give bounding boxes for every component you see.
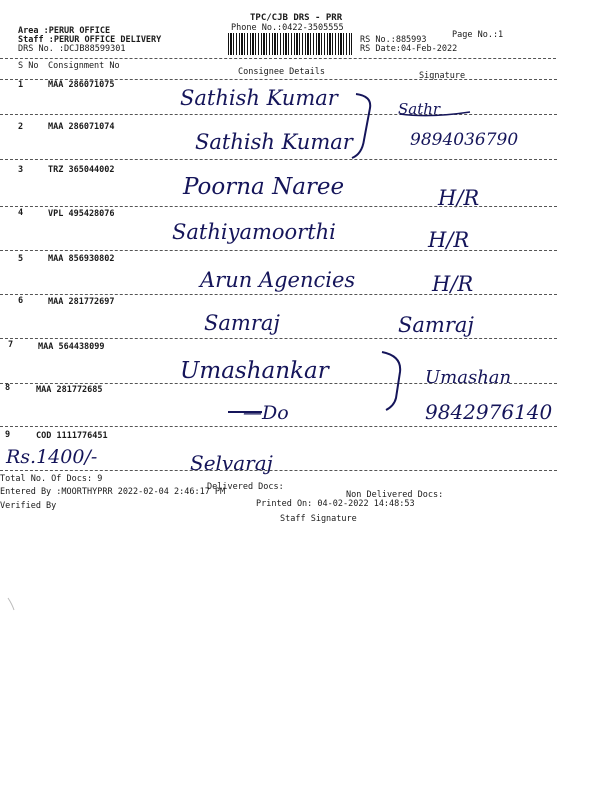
signature: 9842976140: [425, 400, 553, 424]
underline-sathr: [400, 112, 470, 116]
staff-label: Staff :PERUR OFFICE DELIVERY: [18, 35, 162, 45]
consignment-number: MAA 856930802: [48, 254, 115, 264]
drs-number: DRS No. :DCJB88599301: [18, 44, 126, 54]
rs-date: RS Date:04-Feb-2022: [360, 44, 458, 54]
consignee-name: Poorna Naree: [183, 174, 345, 200]
cod-amount-note: Rs.1400/-: [6, 446, 98, 468]
scan-mark: [8, 598, 14, 610]
col-consignee: Consignee Details: [238, 67, 325, 77]
consignee-name: Umashankar: [180, 358, 329, 384]
verified-by: Verified By: [0, 501, 57, 511]
consignment-number: VPL 495428076: [48, 209, 115, 219]
staff-signature-label: Staff Signature: [280, 514, 357, 524]
signature: H/R: [438, 186, 480, 210]
consignee-name: Sathish Kumar: [195, 130, 353, 154]
col-signature: Signature: [419, 71, 466, 81]
brace-rows-7-8: [382, 352, 400, 410]
row-sno: 6: [18, 296, 24, 306]
consignment-number: COD 1111776451: [36, 431, 108, 441]
printed-on: Printed On: 04-02-2022 14:48:53: [256, 499, 415, 509]
non-delivered-docs: Non Delivered Docs:: [346, 490, 444, 500]
consignment-number: MAA 281772685: [36, 385, 103, 395]
signature: Umashan: [425, 367, 512, 388]
entered-by: Entered By :MOORTHYPRR 2022-02-04 2:46:17 PM: [0, 487, 226, 497]
consignee-name: Arun Agencies: [200, 268, 356, 292]
document-title: TPC/CJB DRS - PRR: [250, 13, 343, 23]
delivered-docs: Delivered Docs:: [207, 482, 284, 492]
row-sno: 7: [8, 340, 14, 350]
consignee-name: Sathiyamoorthi: [172, 220, 336, 244]
col-consignment: Consignment No: [48, 61, 120, 71]
area-label: Area :PERUR OFFICE: [18, 26, 111, 36]
consignment-number: MAA 286071074: [48, 122, 115, 132]
row-sno: 2: [18, 122, 24, 132]
consignment-number: MAA 281772697: [48, 297, 115, 307]
phone-number: Phone No.:0422-3505555: [231, 23, 344, 33]
row-sno: 4: [18, 208, 24, 218]
signature: H/R: [432, 272, 474, 296]
consignee-name: Selvaraj: [190, 451, 273, 475]
consignment-number: TRZ 365044002: [48, 165, 115, 175]
rs-number: RS No.:885993: [360, 35, 427, 45]
row-sno: 9: [5, 430, 11, 440]
consignee-name: Sathish Kumar: [180, 86, 338, 110]
col-sno: S No: [18, 61, 39, 71]
signature: 9894036790: [410, 130, 519, 150]
consignment-number: MAA 564438099: [38, 342, 105, 352]
row-sno: 1: [18, 80, 24, 90]
signature: H/R: [428, 228, 470, 252]
consignment-number: MAA 286071075: [48, 80, 115, 90]
signature: Sathr: [398, 100, 441, 118]
row-sno: 5: [18, 254, 24, 264]
signature: Samraj: [398, 313, 474, 337]
total-docs: Total No. Of Docs: 9: [0, 474, 103, 484]
consignee-name: —Do: [243, 402, 289, 424]
brace-rows-1-2: [352, 94, 370, 158]
page-number: Page No.:1: [452, 30, 504, 40]
row-sno: 3: [18, 165, 24, 175]
consignee-name: Samraj: [204, 311, 280, 335]
row-sno: 8: [5, 383, 11, 393]
